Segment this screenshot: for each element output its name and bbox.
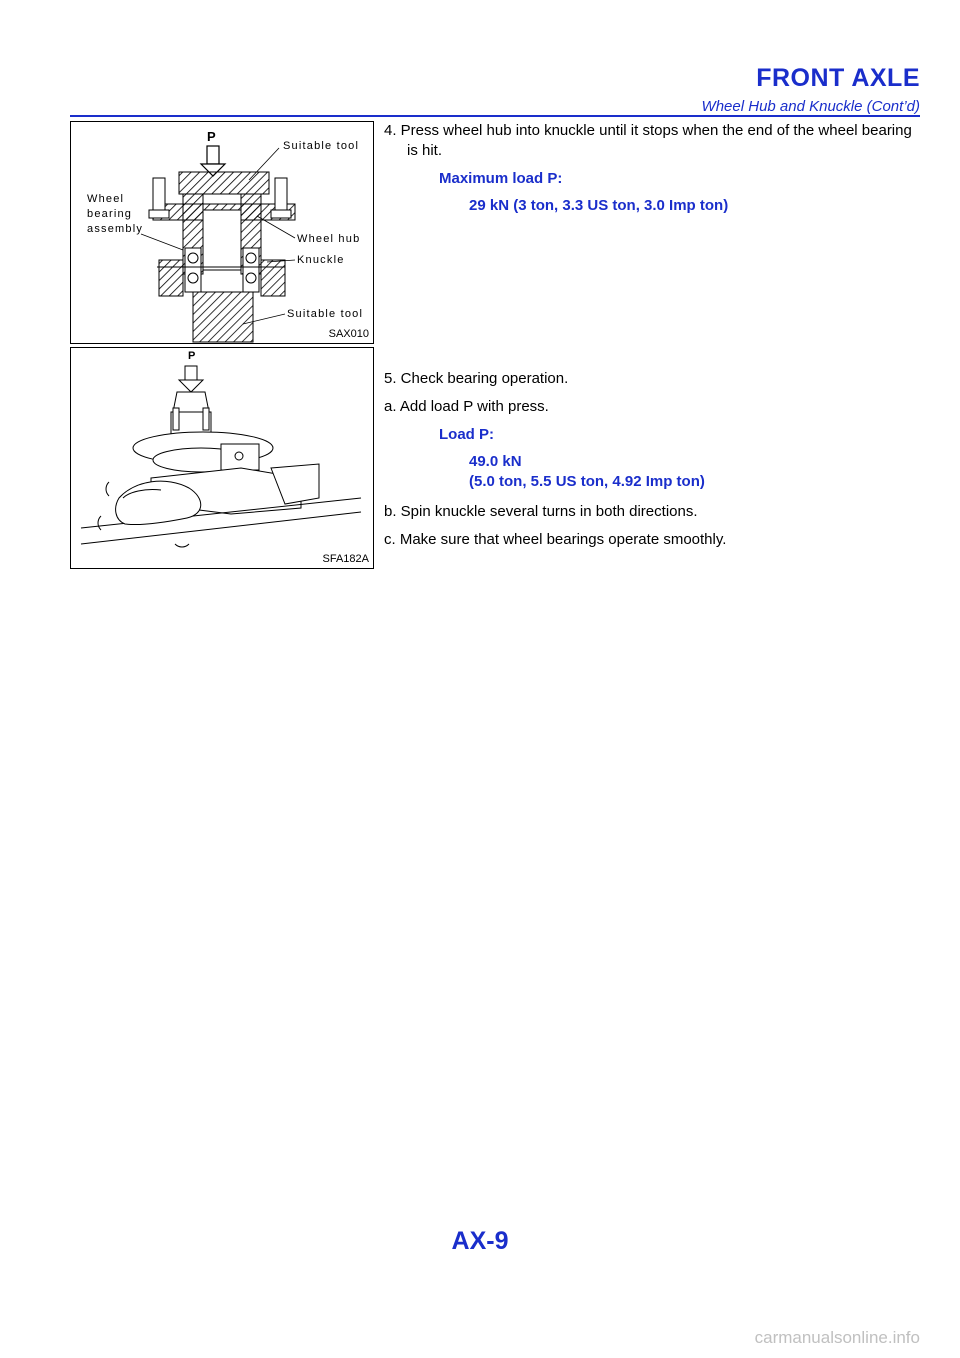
header-rule [70,115,920,117]
spec-value-load-ton: (5.0 ton, 5.5 US ton, 4.92 Imp ton) [469,473,705,490]
step-5c-text: c. Make sure that wheel bearings operate smoothly. [384,531,727,548]
spec-label-max-load: Maximum load P: [439,170,563,187]
load-p-label: P [207,129,216,144]
label-wheel-hub: Wheel hub [297,233,361,245]
figure-code: SAX010 [328,328,369,340]
spec-label-load: Load P: [439,426,494,443]
step-4-text: 4. Press wheel hub into knuckle until it stops when the end of the wheel bearing is hit. [384,122,912,159]
section-title: FRONT AXLE [756,64,920,92]
figure-bearing-check [70,347,374,569]
figure-code: SFA182A [322,553,369,565]
step-5a-text: a. Add load P with press. [384,398,549,415]
step-5-text: 5. Check bearing operation. [384,370,569,387]
section-subtitle: Wheel Hub and Knuckle (Cont’d) [701,98,920,115]
label-wheel: Wheel [87,193,125,205]
step-5b-text: b. Spin knuckle several turns in both directions. [384,503,698,520]
step-5-block [384,369,922,558]
spec-value-max-load: 29 kN (3 ton, 3.3 US ton, 3.0 Imp ton) [469,197,729,214]
label-suitable-tool-top: Suitable tool [283,140,360,152]
watermark: carmanualsonline.info [754,1328,920,1347]
label-bearing: bearing [87,208,133,220]
label-assembly: assembly [87,223,144,235]
load-p-label: P [188,350,196,362]
press-diagram-illustration [71,122,373,343]
label-knuckle: Knuckle [297,254,345,266]
spec-value-load-kn: 49.0 kN [469,453,522,470]
figure-press-hub [70,121,374,344]
page-number: AX-9 [451,1227,509,1255]
bearing-check-illustration [71,348,373,568]
page-header [702,64,920,115]
label-suitable-tool-bottom: Suitable tool [287,308,364,320]
step-4-block [384,121,922,226]
